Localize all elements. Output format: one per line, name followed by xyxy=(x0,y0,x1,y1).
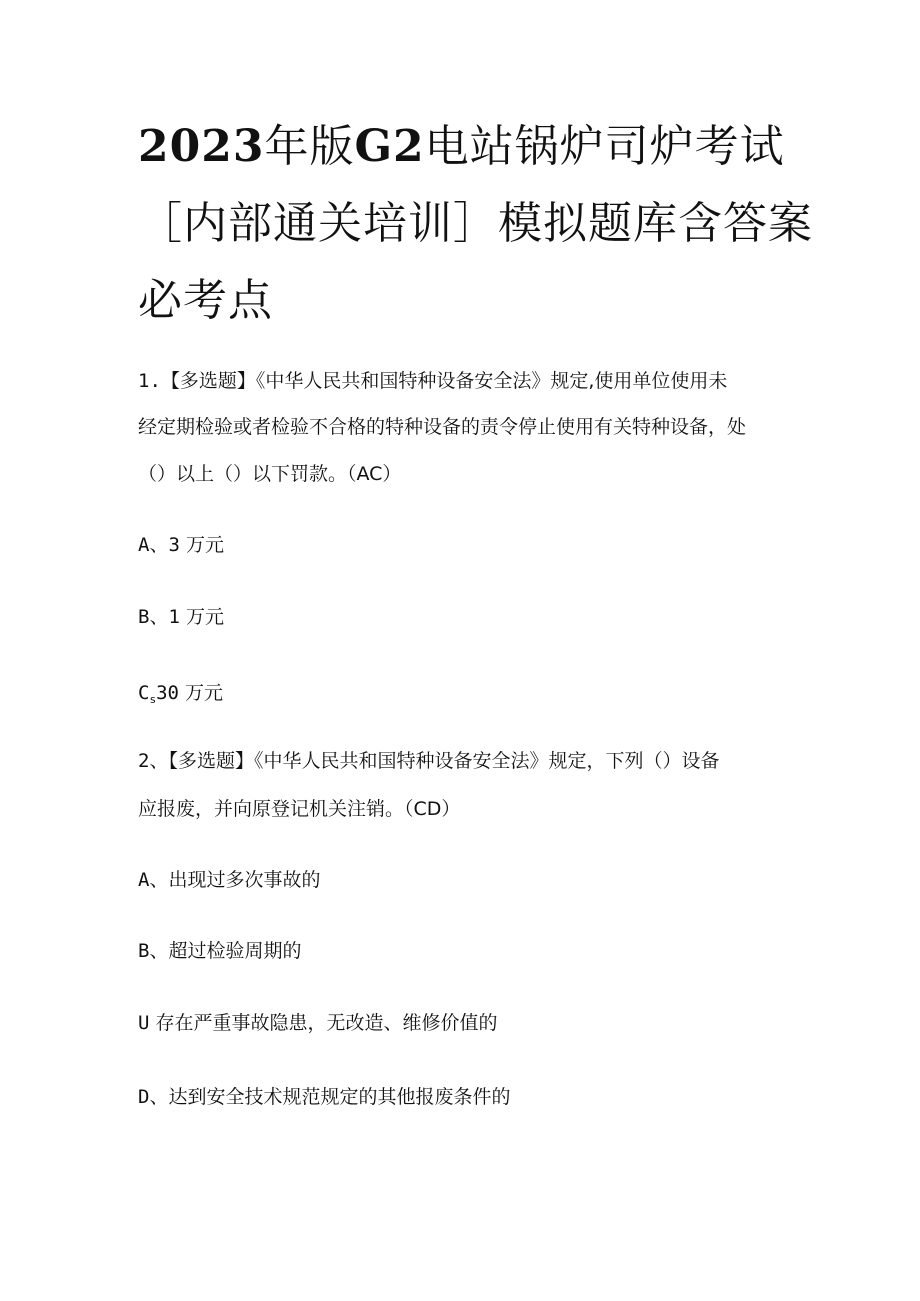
option-prefix: B、1 xyxy=(138,606,180,628)
question-2-line-2: 应报废，并向原登记机关注销。（CD） xyxy=(138,798,461,820)
question-2-line-1 xyxy=(138,748,719,774)
option-text: 万元 xyxy=(185,534,224,556)
option-prefix: D、 xyxy=(138,1086,169,1108)
option-number: 30 xyxy=(156,682,179,704)
title-edition: 年版 xyxy=(264,121,355,172)
option-text: 万元 xyxy=(185,606,224,628)
question-1-option-b xyxy=(138,604,224,630)
option-prefix: A、3 xyxy=(138,534,180,556)
question-1-line-3: （）以上（）以下罚款。（AC） xyxy=(138,463,402,485)
question-1-number: 1. xyxy=(138,370,161,392)
question-2-option-c xyxy=(138,1010,498,1036)
option-prefix: A、 xyxy=(138,869,169,891)
title-year: 2023 xyxy=(138,121,265,172)
option-text: 存在严重事故隐患，无改造、维修价值的 xyxy=(155,1012,498,1034)
option-text: 出现过多次事故的 xyxy=(168,869,321,891)
option-prefix: U xyxy=(138,1012,150,1034)
document-title xyxy=(138,108,813,339)
option-text: 万元 xyxy=(185,682,224,704)
question-1-option-c xyxy=(138,680,223,713)
question-1-line-1 xyxy=(138,368,727,394)
title-line-1 xyxy=(138,108,798,185)
option-text: 达到安全技术规范规定的其他报废条件的 xyxy=(168,1086,511,1108)
question-2-text-1: 【多选题】《中华人民共和国特种设备安全法》规定，下列（）设备 xyxy=(168,750,720,772)
title-line-3: 必考点 xyxy=(138,275,273,326)
option-sub: s xyxy=(149,693,157,706)
question-1-option-a xyxy=(138,532,224,558)
question-2-option-d xyxy=(138,1084,510,1110)
title-subject: 电站锅炉司炉考试 xyxy=(424,121,785,172)
question-2-option-a xyxy=(138,867,320,893)
question-2-number: 2、 xyxy=(138,750,169,772)
title-line-2: ［内部通关培训］模拟题库含答案 xyxy=(138,198,813,249)
option-prefix: B、 xyxy=(138,940,169,962)
option-prefix: C xyxy=(138,682,150,704)
title-code: G2 xyxy=(354,121,425,172)
question-1-line-2: 经定期检验或者检验不合格的特种设备的责令停止使用有关特种设备，处 xyxy=(138,416,747,438)
option-text: 超过检验周期的 xyxy=(168,940,302,962)
question-2-option-b xyxy=(138,938,301,964)
question-1-text-1: 【多选题】《中华人民共和国特种设备安全法》规定,使用单位使用未 xyxy=(160,370,728,392)
